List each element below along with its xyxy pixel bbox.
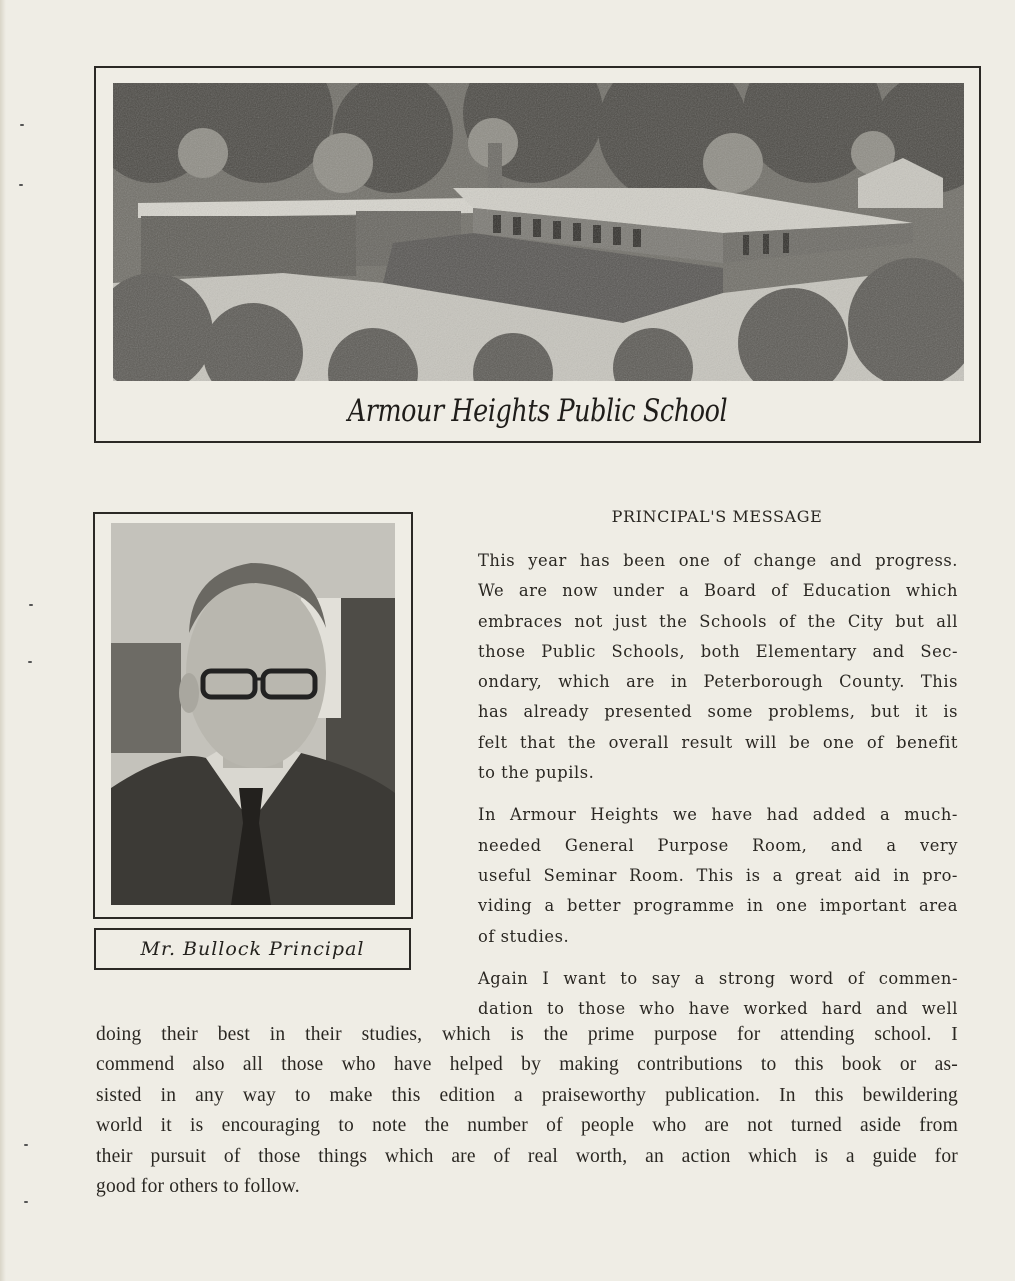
- message-continuation: [96, 1020, 958, 1202]
- punch-mark: [29, 604, 33, 606]
- portrait-frame: [93, 512, 413, 919]
- text-line: embraces not just the Schools of the City but all: [478, 611, 958, 631]
- text-line: to the pupils.: [478, 763, 595, 783]
- text-line: useful Seminar Room. This is a great aid in pro-: [478, 865, 958, 885]
- text-line: of studies.: [478, 926, 570, 946]
- text-line: has already presented some problems, but it is: [478, 702, 958, 722]
- text-line: We are now under a Board of Education which: [478, 581, 958, 601]
- principal-portrait-photo: [111, 523, 395, 905]
- punch-mark: [28, 661, 32, 663]
- text-line: commend also all those who have helped by making contributions to this book or as-: [96, 1054, 958, 1076]
- text-line: Again I want to say a strong word of commen-: [478, 968, 958, 988]
- message-paragraph-1: [478, 546, 958, 788]
- message-paragraph-2: [478, 800, 958, 951]
- punch-mark: [24, 1201, 28, 1203]
- message-paragraph-3: [478, 964, 958, 1025]
- text-line: sisted in any way to make this edition a praiseworthy publication. In this bewildering: [96, 1084, 958, 1106]
- text-line: good for others to follow.: [96, 1176, 300, 1198]
- school-caption: Armour Heights Public School: [347, 393, 728, 429]
- punch-mark: [19, 184, 23, 186]
- portrait-illustration: [111, 523, 395, 905]
- portrait-caption: Mr. Bullock Principal: [94, 928, 411, 970]
- text-line: their pursuit of those things which are of real worth, an action which is a guide for: [96, 1145, 958, 1167]
- school-photo: [113, 83, 964, 381]
- text-line: ondary, which are in Peterborough County. This: [478, 672, 958, 692]
- text-line: doing their best in their studies, which is the prime purpose for attending school. I: [96, 1024, 958, 1045]
- punch-mark: [24, 1144, 28, 1146]
- text-line: In Armour Heights we have had added a much-: [478, 805, 958, 825]
- text-line: This year has been one of change and progress.: [478, 551, 958, 570]
- text-line: those Public Schools, both Elementary and Sec-: [478, 641, 958, 661]
- page-edge: [0, 0, 6, 1281]
- text-line: world it is encouraging to note the number of people who are not turned aside from: [96, 1115, 958, 1137]
- text-line: felt that the overall result will be one of benefit: [478, 732, 958, 752]
- message-column: [478, 546, 958, 1036]
- school-photo-illustration: [113, 83, 964, 381]
- text-line: dation to those who have worked hard and well: [478, 999, 958, 1019]
- message-title: PRINCIPAL'S MESSAGE: [611, 507, 823, 526]
- text-line: viding a better programme in one important area: [478, 896, 958, 916]
- punch-mark: [20, 124, 24, 126]
- text-line: needed General Purpose Room, and a very: [478, 835, 958, 855]
- school-photo-frame: [94, 66, 981, 443]
